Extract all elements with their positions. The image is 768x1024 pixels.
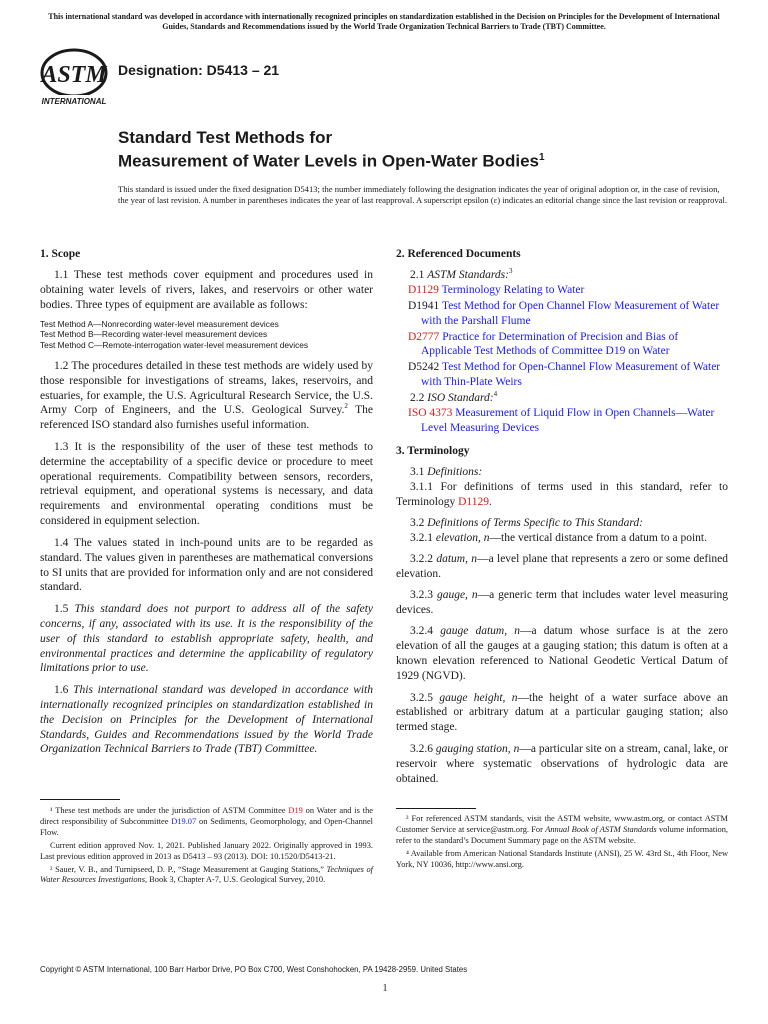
left-column	[40, 247, 373, 764]
definition-item: 3.2.3 gauge, n—a generic term that includes water level measuring devices.	[396, 589, 729, 617]
designation: Designation: D5413 – 21	[118, 62, 280, 78]
defined-term: gauge height, n	[439, 691, 518, 704]
title-line-1: Standard Test Methods for	[118, 128, 333, 147]
reference-title-link[interactable]: Terminology Relating to Water	[441, 283, 585, 296]
iso-reference-item	[396, 406, 728, 436]
issue-note: This standard is issued under the fixed designation D5413; the number immediately following the designation indicates the year of original adoption or, in the case of revision, the year of last revision. A number in parentheses indicates the year of last reapproval. A superscript epsilon (ε) indicates an editorial change since the last revision or reapproval.	[118, 184, 728, 206]
footnote-divider-right	[396, 808, 476, 809]
paragraph-3-2: 3.2 Definitions of Terms Specific to This Standard:	[410, 517, 643, 529]
paragraph-1-2: 1.2 The procedures detailed in these test methods are widely used by those responsible for investigations of streams, lakes, reservoirs, and estuaries, for example, the U.S. Agricultural Research Service, the U.S. Army Corp of Engineers, and the U.S. Geological Survey.$^2$ The referenced ISO standard also furnishes useful information.	[40, 359, 373, 432]
definition-item: 3.2.6 gauging station, n—a particular site on a stream, canal, lake, or reservoir where systematic observations of hydrologic data are obtained.	[396, 742, 728, 785]
reference-code[interactable]: D1941	[408, 299, 440, 312]
paragraph-1-5: 1.5 This standard does not purport to address all of the safety concerns, if any, associated with its use. It is the responsibility of the user of this standard to establish appropriate safety, health, and environmental practices and determine the applicability of regulatory limitations prior to use.	[40, 602, 373, 675]
iso-code[interactable]: ISO 4373	[408, 407, 453, 420]
defined-term: elevation, n	[435, 531, 490, 544]
footnote-3: ³ For referenced ASTM standards, visit the ASTM website, www.astm.org, or contact ASTM Customer Service at service@astm.org. For Annual Book of ASTM Standards volume information, refer to the standard’s Document Summary page on the ASTM website.	[396, 814, 728, 845]
footnotes-right	[396, 814, 728, 873]
defined-term: gauge datum, n	[440, 625, 521, 638]
definition-item: 3.2.5 gauge height, n—the height of a water surface above an established or arbitrary datum at a particular gauging station; also termed stage.	[396, 691, 728, 734]
terminology-d1129-link[interactable]: D1129	[458, 495, 490, 508]
reference-code[interactable]: D1129	[408, 283, 439, 296]
terminology	[396, 444, 728, 787]
reference-item	[396, 330, 728, 360]
paragraph-2-1: 2.1 ASTM Standards:$^3$	[410, 267, 513, 281]
copyright: Copyright © ASTM International, 100 Barr Harbor Drive, PO Box C700, West Conshohocken, PA 19428-2959. United States	[40, 965, 468, 974]
paragraph-1-4: 1.4 The values stated in inch-pound units are to be regarded as standard. The values given in parentheses are mathematical conversions to SI units that are provided for information only and are not considered standard.	[40, 536, 373, 594]
reference-title-link[interactable]: Practice for Determination of Precision and Bias of Applicable Test Methods of Committee D19 on Water	[421, 330, 679, 358]
section-heading-scope: 1. Scope	[40, 248, 81, 260]
footnote-ref-4[interactable]: 4	[493, 390, 498, 399]
paragraph-3-1-1: 3.1.1 For definitions of terms used in this standard, refer to Terminology D1129.	[396, 480, 728, 508]
footnote-1-edition: Current edition approved Nov. 1, 2021. Published January 2022. Originally approved in 1993. Last previous edition approved in 2013 as D5413 – 93 (2013). DOI: 10.1520/D5413-21.	[40, 840, 373, 861]
reference-item	[396, 299, 728, 329]
test-method-b: Test Method B—Recording water-level measurement devices	[40, 329, 268, 340]
standardization-notice: This international standard was developed in accordance with internationally recognized principles on standardization established in the Decision on Principles for the Development of International Guides, Standards and Recommendations issued by the World Trade Organization Technical Barriers to Trade (TBT) Committee.	[48, 12, 720, 31]
definition-item: 3.2.4 gauge datum, n—a datum whose surface is at the zero elevation of all the gauges at a gauging station; this datum is often at a known elevation referenced to National Geodetic Vertical Datum of 1929 (NGVD).	[396, 625, 729, 683]
committee-d19-link[interactable]: D19	[288, 806, 303, 815]
right-column	[396, 247, 728, 793]
defined-term: gauge, n	[436, 589, 478, 602]
paragraph-3-1: 3.1 Definitions:	[410, 465, 483, 478]
definition-item: 3.2.2 datum, n—a level plane that represents a zero or some defined elevation.	[396, 552, 729, 580]
reference-code[interactable]: D2777	[408, 330, 440, 343]
iso-title-link[interactable]: Measurement of Liquid Flow in Open Channels—Water Level Measuring Devices	[421, 407, 715, 434]
title-line-2: Measurement of Water Levels in Open-Water Bodies$^1$	[118, 151, 545, 171]
test-method-c: Test Method C—Remote-interrogation water-level measurement devices	[40, 339, 309, 350]
document-title	[118, 128, 738, 172]
defined-term: gauging station, n	[435, 742, 520, 755]
test-method-a: Test Method A—Nonrecording water-level measurement devices	[40, 319, 279, 330]
section-heading-terminology: 3. Terminology	[396, 444, 470, 457]
logo-subtext: INTERNATIONAL	[41, 97, 107, 106]
title-footnote-ref[interactable]: 1	[539, 152, 545, 163]
astm-logo	[36, 47, 112, 109]
footnote-divider-left	[40, 799, 120, 800]
paragraph-1-3: 1.3 It is the responsibility of the user of these test methods to determine the acceptability of a specific device or procedure to meet operational requirements. Compatibility between sensors, recorders, retrieval equipment, and operational systems is necessary, and data requirements and environmental operating conditions must be considered in equipment selection.	[40, 440, 373, 528]
footnote-ref-3[interactable]: 3	[508, 267, 513, 276]
reference-title-link[interactable]: Test Method for Open-Channel Flow Measurement of Water with Thin-Plate Weirs	[421, 361, 721, 389]
reference-code[interactable]: D5242	[408, 361, 440, 374]
referenced-documents	[396, 247, 728, 436]
test-method-list	[40, 319, 373, 350]
reference-item	[396, 283, 728, 298]
subcommittee-d1907-link[interactable]: D19.07	[171, 816, 197, 826]
section-heading-referenced: 2. Referenced Documents	[396, 248, 521, 260]
logo-text: ASTM	[41, 62, 107, 88]
paragraph-2-2: 2.2 ISO Standard:$^4$	[410, 390, 498, 405]
defined-term: datum, n	[436, 552, 478, 565]
reference-title-link[interactable]: Test Method for Open Channel Flow Measurement of Water with the Parshall Flume	[421, 299, 720, 327]
footnote-1: ¹ These test methods are under the jurisdiction of ASTM Committee D19 on Water and is the direct responsibility of Subcommittee D19.07 on Sediments, Geomorphology, and Open-Channel Flow.	[40, 806, 373, 837]
paragraph-1-6: 1.6 This international standard was developed in accordance with internationally recognized principles on standardization established in the Decision on Principles for the Development of International Standards, Guides and Recommendations issued by the World Trade Organization Technical Barriers to Trade (TBT) Committee.	[40, 683, 374, 756]
footnote-4: ⁴ Available from American National Standards Institute (ANSI), 25 W. 43rd St., 4th Floor, New York, NY 10036, http://www.ansi.org.	[396, 848, 728, 869]
paragraph-1-1: 1.1 These test methods cover equipment and procedures used in obtaining water levels of rivers, lakes, and reservoirs or other water bodies. Three types of equipment are available as follows:	[40, 268, 373, 311]
footnote-ref-2[interactable]: 2	[344, 402, 348, 411]
reference-item	[396, 360, 728, 390]
page-number: 1	[382, 983, 388, 994]
definition-item: 3.2.1 elevation, n—the vertical distance from a datum to a point.	[410, 531, 708, 544]
footnotes-left	[40, 806, 373, 888]
footnote-2: ² Sauer, V. B., and Turnipseed, D. P., “Stage Measurement at Gauging Stations,” Techniques of Water Resources Investigations, Book 3, Chapter A-7, U.S. Geological Survey, 2010.	[40, 864, 373, 885]
